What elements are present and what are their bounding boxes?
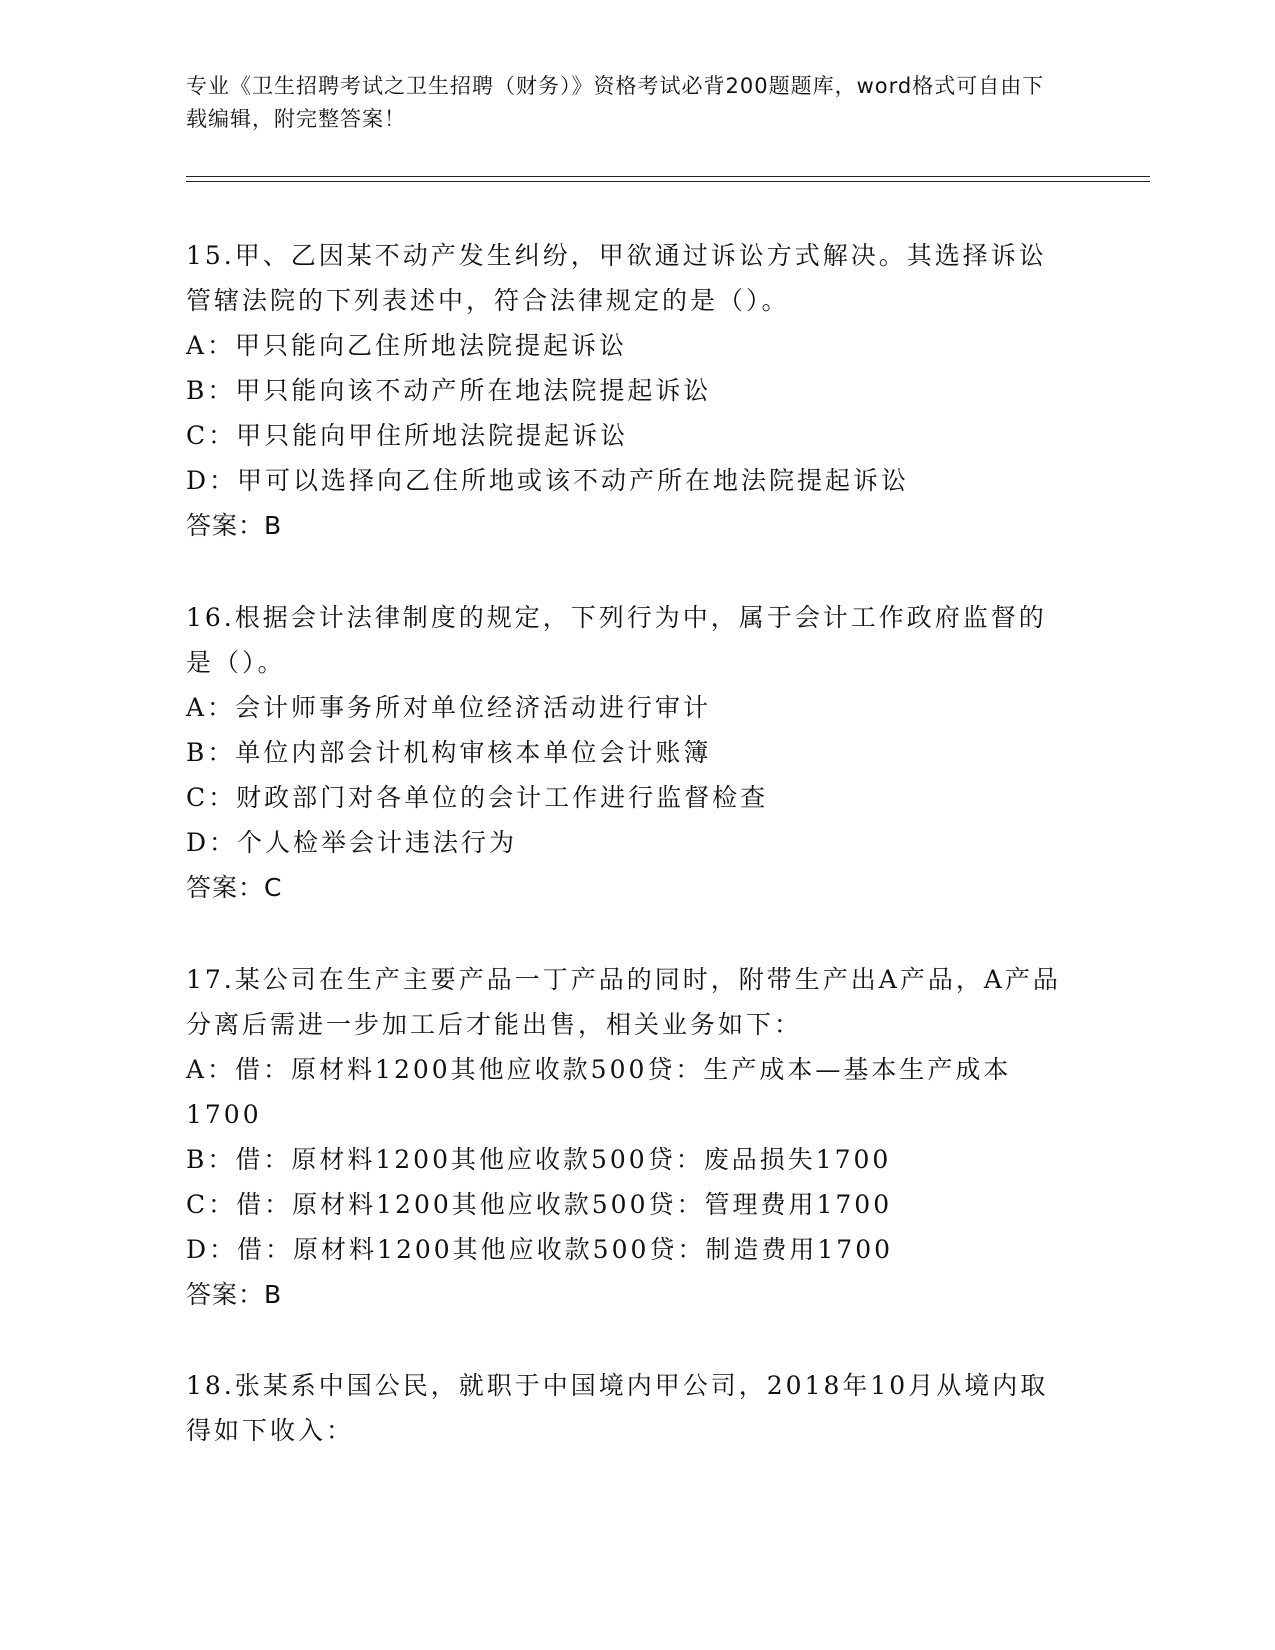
question-15 — [186, 233, 1066, 548]
option-b: B：单位内部会计机构审核本单位会计账簿 — [186, 738, 712, 767]
option-a: A：会计师事务所对单位经济活动进行审计 — [186, 693, 712, 722]
document-header: 专业《卫生招聘考试之卫生招聘（财务）》资格考试必背200题题库，word格式可自由下载编辑，附完整答案！ — [186, 74, 1045, 131]
question-16 — [186, 595, 1066, 910]
question-17 — [186, 957, 1066, 1317]
question-18 — [186, 1363, 1066, 1453]
header-divider-top — [186, 176, 1150, 177]
question-stem: 18.张某系中国公民，就职于中国境内甲公司，2018年10月从境内取得如下收入： — [186, 1371, 1049, 1445]
option-d: D：甲可以选择向乙住所地或该不动产所在地法院提起诉讼 — [186, 466, 910, 495]
question-stem: 15.甲、乙因某不动产发生纠纷，甲欲通过诉讼方式解决。其选择诉讼管辖法院的下列表述中，符合法律规定的是（）。 — [186, 241, 1047, 315]
question-stem: 16.根据会计法律制度的规定，下列行为中，属于会计工作政府监督的是（）。 — [186, 603, 1047, 677]
header-divider-bottom — [186, 181, 1150, 182]
option-b: B：借：原材料1200其他应收款500贷：废品损失1700 — [186, 1145, 892, 1174]
option-d: D：借：原材料1200其他应收款500贷：制造费用1700 — [186, 1235, 894, 1264]
option-a: A：借：原材料1200其他应收款500贷：生产成本—基本生产成本1700 — [186, 1055, 1012, 1129]
option-b: B：甲只能向该不动产所在地法院提起诉讼 — [186, 376, 712, 405]
option-d: D：个人检举会计违法行为 — [186, 828, 518, 857]
option-c: C：财政部门对各单位的会计工作进行监督检查 — [186, 783, 769, 812]
answer: 答案：B — [186, 511, 283, 540]
question-stem: 17.某公司在生产主要产品一丁产品的同时，附带生产出A产品，A产品分离后需进一步加工后才能出售，相关业务如下： — [186, 965, 1061, 1039]
answer: 答案：B — [186, 1280, 283, 1309]
option-c: C：借：原材料1200其他应收款500贷：管理费用1700 — [186, 1190, 893, 1219]
option-a: A：甲只能向乙住所地法院提起诉讼 — [186, 331, 628, 360]
answer: 答案：C — [186, 873, 283, 902]
option-c: C：甲只能向甲住所地法院提起诉讼 — [186, 421, 629, 450]
